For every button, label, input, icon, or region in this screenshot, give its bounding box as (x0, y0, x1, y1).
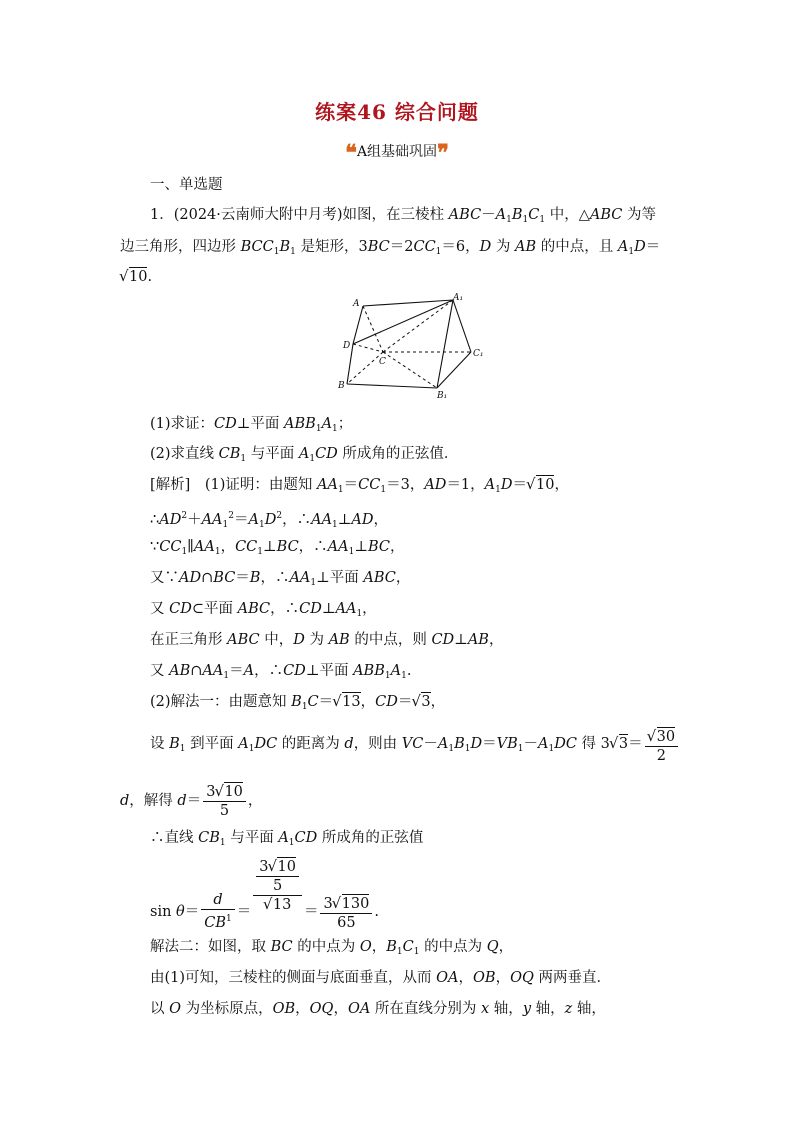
hidden-c-b1 (383, 352, 437, 388)
label-b1: B₁ (437, 391, 448, 401)
solution-line-12: sin θ＝ $\frac{d}{CB^1}$ ＝ $\frac{3√ 10}{5}$ √ 13 ＝ $\frac{3√ 130}{65}$ . (150, 858, 379, 932)
label-c1: C₁ (473, 349, 484, 359)
solution-line-5: 又 CD⊂平面 ABC，$\therefore CD\perp AA_1$， (150, 601, 377, 619)
edge-b-b1 (347, 384, 437, 388)
hidden-c-b (347, 352, 383, 384)
hidden-a-c (363, 306, 383, 352)
group-label: A组基础巩固 (356, 144, 438, 160)
edge-a-a1 (363, 300, 453, 306)
hidden-d-c (353, 344, 383, 352)
solution-line-1: [解析] (1)证明：由题知 $AA_1=CC_1=3$，AD＝1，$A_1D=√$ 10， (150, 475, 569, 500)
solution-line-2: $\therefore AD^2+AA_1^2=A_1D^2$，$\therefore AA_1\perp AD$， (150, 511, 389, 530)
problem-line-3: √ 10. (120, 267, 152, 287)
question-2: (2)求直线 $CB_1$ 与平面 $A_1CD$ 所成角的正弦值． (150, 446, 459, 464)
solution-line-10: d，解得 d＝ $\frac{3√ 10}{5}$ ， (120, 783, 262, 820)
problem-line-1: 1．(2024·云南师大附中月考)如图，在三棱柱 $ABC-A_1B_1C_1$ 中，△ABC 为等 (150, 207, 656, 225)
edge-a1-c1 (453, 300, 471, 352)
page-title: 练案46 综合问题 (315, 100, 479, 124)
group-heading (0, 140, 794, 166)
solution-line-14: 由(1)可知，三棱柱的侧面与底面垂直，从而 OA，OB，OQ 两两垂直． (150, 970, 611, 986)
edge-a1-b1 (437, 300, 453, 388)
label-c: C (379, 357, 386, 367)
solution-line-15: 以 O 为坐标原点，OB，OQ，OA 所在直线分别为 x 轴，y 轴，z 轴， (150, 1001, 606, 1017)
section-heading: 一、单选题 (150, 177, 223, 193)
label-d: D (343, 341, 351, 351)
solution-line-7: 又 $AB\cap AA_1=A$，∴CD⊥平面 $ABB_1A_1$. (150, 663, 412, 681)
question-1: (1)求证：CD⊥平面 $ABB_1A_1$； (150, 416, 353, 434)
left-quote-icon: ❝ (345, 140, 357, 166)
solution-line-6: 在正三角形 ABC 中，D 为 AB 的中点，则 CD⊥AB， (150, 632, 504, 648)
solution-line-13: 解法二：如图，取 BC 的中点为 O，$B_1C_1$ 的中点为 Q， (150, 939, 514, 957)
solution-line-3: $\because CC_1\parallel AA_1$，$CC_1\perp BC$，$\therefore AA_1\perp BC$， (150, 539, 405, 557)
solution-line-4: 又∵AD∩BC＝B，$\therefore AA_1\perp$平面 ABC， (150, 570, 411, 588)
label-a: A (353, 299, 360, 309)
solution-line-9: 设 $B_1$ 到平面 $A_1DC$ 的距离为 d，则由 $VC-A_1B_1D=VB_1-A_1DC$ 得 3√ 3＝ √ $\frac{30}{2}$ (150, 728, 680, 765)
edge-a-d (353, 306, 363, 344)
label-a1: A₁ (453, 293, 464, 303)
solution-line-8: (2)解法一：由题意知 $B_1C=√$ 13，CD＝√ 3， (150, 692, 445, 717)
problem-line-2: 边三角形，四边形 $BCC_1B_1$ 是矩形，$3BC=2CC_1=6$，D 为 AB 的中点，且 $A_1D=$ (120, 239, 661, 257)
prism-figure (335, 292, 495, 404)
solution-line-11: ∴直线 $CB_1$ 与平面 $A_1CD$ 所成角的正弦值 (150, 830, 424, 848)
right-quote-icon: ❞ (437, 140, 449, 166)
label-b: B (338, 381, 345, 391)
